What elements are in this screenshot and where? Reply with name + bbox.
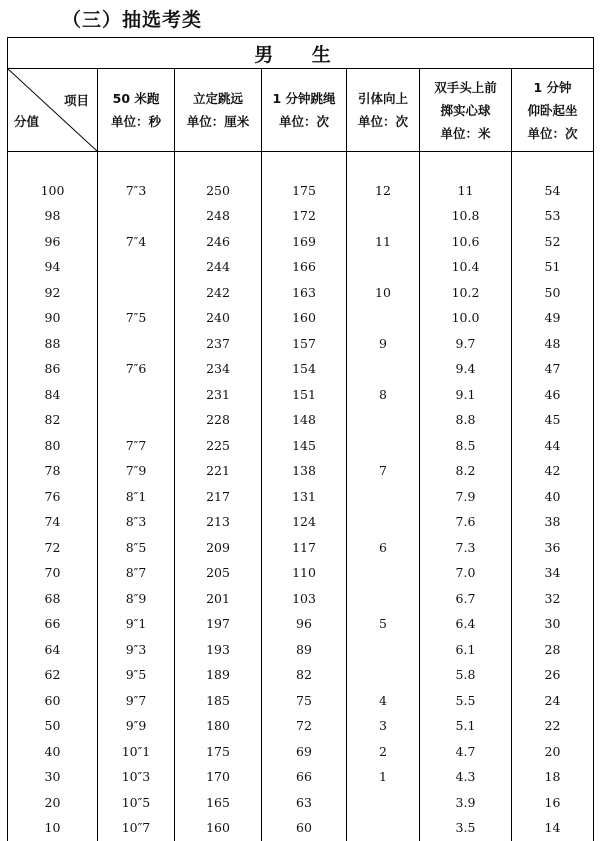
cell-pull-ups (347, 815, 420, 841)
cell-medicine-ball: 6.4 (420, 611, 512, 637)
table-row (8, 254, 594, 280)
column-header-unit: 单位：次 (278, 114, 329, 129)
cell-standing-jump: 231 (175, 382, 262, 408)
cell-score: 62 (8, 662, 98, 688)
cell-sit-ups: 49 (512, 305, 594, 331)
cell-50m-run: 9″5 (98, 662, 175, 688)
cell-pull-ups (347, 407, 420, 433)
cell-score: 20 (8, 790, 98, 816)
cell-sit-ups: 46 (512, 382, 594, 408)
cell-standing-jump: 240 (175, 305, 262, 331)
cell-score: 60 (8, 688, 98, 714)
column-header-line: 立定跳远 (192, 91, 243, 106)
table-row (8, 407, 594, 433)
cell-sit-ups: 26 (512, 662, 594, 688)
spacer-cell (347, 152, 420, 178)
cell-medicine-ball: 10.4 (420, 254, 512, 280)
cell-standing-jump: 201 (175, 586, 262, 612)
cell-50m-run: 8″5 (98, 535, 175, 561)
cell-medicine-ball: 5.1 (420, 713, 512, 739)
cell-50m-run: 9″1 (98, 611, 175, 637)
table-row (8, 713, 594, 739)
cell-medicine-ball: 6.7 (420, 586, 512, 612)
cell-standing-jump: 234 (175, 356, 262, 382)
cell-medicine-ball: 10.6 (420, 229, 512, 255)
cell-rope-skipping: 163 (262, 280, 347, 306)
cell-50m-run: 7″6 (98, 356, 175, 382)
cell-medicine-ball: 10.8 (420, 203, 512, 229)
spacer-cell (8, 152, 98, 178)
table-row (8, 458, 594, 484)
cell-pull-ups (347, 433, 420, 459)
cell-rope-skipping: 117 (262, 535, 347, 561)
cell-standing-jump: 165 (175, 790, 262, 816)
cell-score: 86 (8, 356, 98, 382)
cell-sit-ups: 54 (512, 178, 594, 204)
cell-rope-skipping: 151 (262, 382, 347, 408)
column-header-medicine-ball (420, 69, 512, 152)
cell-standing-jump: 246 (175, 229, 262, 255)
cell-50m-run: 7″7 (98, 433, 175, 459)
table-row (8, 739, 594, 765)
cell-50m-run: 10″5 (98, 790, 175, 816)
cell-medicine-ball: 7.9 (420, 484, 512, 510)
cell-standing-jump: 205 (175, 560, 262, 586)
cell-pull-ups (347, 586, 420, 612)
cell-50m-run (98, 331, 175, 357)
cell-rope-skipping: 60 (262, 815, 347, 841)
cell-standing-jump: 225 (175, 433, 262, 459)
cell-rope-skipping: 96 (262, 611, 347, 637)
section-title: （三）抽选考类 (62, 9, 203, 31)
table-spacer-row (8, 152, 594, 178)
table-body (8, 152, 594, 841)
cell-standing-jump: 221 (175, 458, 262, 484)
spacer-cell (262, 152, 347, 178)
column-header-rope-skipping (262, 69, 347, 152)
cell-sit-ups: 45 (512, 407, 594, 433)
cell-rope-skipping: 145 (262, 433, 347, 459)
cell-score: 96 (8, 229, 98, 255)
score-standards-table (7, 37, 594, 841)
spacer-cell (175, 152, 262, 178)
column-header-line: 掷实心球 (440, 102, 491, 118)
column-header-line: 引体向上 (357, 91, 408, 106)
cell-score: 74 (8, 509, 98, 535)
table-row (8, 790, 594, 816)
cell-standing-jump: 180 (175, 713, 262, 739)
cell-score: 76 (8, 484, 98, 510)
cell-medicine-ball: 9.7 (420, 331, 512, 357)
corner-header-cell (8, 69, 98, 152)
cell-sit-ups: 28 (512, 637, 594, 663)
cell-50m-run: 8″7 (98, 560, 175, 586)
column-header-standing-jump (175, 69, 262, 152)
cell-pull-ups: 2 (347, 739, 420, 765)
cell-score: 64 (8, 637, 98, 663)
cell-medicine-ball: 3.5 (420, 815, 512, 841)
cell-rope-skipping: 154 (262, 356, 347, 382)
cell-rope-skipping: 110 (262, 560, 347, 586)
column-header-line: 1 分钟跳绳 (272, 91, 336, 106)
column-header-line: 50 米跑 (112, 91, 160, 106)
cell-score: 10 (8, 815, 98, 841)
cell-standing-jump: 213 (175, 509, 262, 535)
cell-pull-ups: 4 (347, 688, 420, 714)
cell-standing-jump: 244 (175, 254, 262, 280)
cell-standing-jump: 228 (175, 407, 262, 433)
cell-sit-ups: 44 (512, 433, 594, 459)
cell-rope-skipping: 69 (262, 739, 347, 765)
column-header-line: 仰卧起坐 (527, 102, 578, 118)
cell-score: 100 (8, 178, 98, 204)
cell-medicine-ball: 9.4 (420, 356, 512, 382)
cell-score: 80 (8, 433, 98, 459)
cell-medicine-ball: 3.9 (420, 790, 512, 816)
cell-rope-skipping: 124 (262, 509, 347, 535)
cell-standing-jump: 217 (175, 484, 262, 510)
cell-score: 98 (8, 203, 98, 229)
column-header-unit: 单位：秒 (110, 114, 161, 129)
cell-rope-skipping: 160 (262, 305, 347, 331)
cell-sit-ups: 14 (512, 815, 594, 841)
table-row (8, 586, 594, 612)
table-row (8, 560, 594, 586)
corner-score-label: 分值 (14, 114, 40, 129)
cell-score: 66 (8, 611, 98, 637)
cell-standing-jump: 237 (175, 331, 262, 357)
cell-50m-run: 8″1 (98, 484, 175, 510)
cell-rope-skipping: 89 (262, 637, 347, 663)
cell-sit-ups: 42 (512, 458, 594, 484)
cell-medicine-ball: 8.5 (420, 433, 512, 459)
cell-pull-ups: 8 (347, 382, 420, 408)
cell-medicine-ball: 5.8 (420, 662, 512, 688)
cell-rope-skipping: 169 (262, 229, 347, 255)
table-row (8, 637, 594, 663)
column-header-50m-run (98, 69, 175, 152)
cell-medicine-ball: 8.8 (420, 407, 512, 433)
cell-pull-ups: 12 (347, 178, 420, 204)
cell-pull-ups: 6 (347, 535, 420, 561)
cell-50m-run (98, 254, 175, 280)
table-row (8, 433, 594, 459)
table-row (8, 305, 594, 331)
cell-pull-ups (347, 484, 420, 510)
cell-score: 70 (8, 560, 98, 586)
cell-standing-jump: 197 (175, 611, 262, 637)
cell-medicine-ball: 7.3 (420, 535, 512, 561)
cell-rope-skipping: 66 (262, 764, 347, 790)
cell-standing-jump: 175 (175, 739, 262, 765)
cell-rope-skipping: 172 (262, 203, 347, 229)
cell-pull-ups: 11 (347, 229, 420, 255)
cell-rope-skipping: 138 (262, 458, 347, 484)
cell-medicine-ball: 4.3 (420, 764, 512, 790)
column-header-sit-ups (512, 69, 594, 152)
cell-standing-jump: 185 (175, 688, 262, 714)
cell-50m-run: 7″9 (98, 458, 175, 484)
cell-rope-skipping: 131 (262, 484, 347, 510)
spacer-cell (98, 152, 175, 178)
cell-50m-run: 8″9 (98, 586, 175, 612)
cell-rope-skipping: 103 (262, 586, 347, 612)
cell-sit-ups: 32 (512, 586, 594, 612)
table-row (8, 688, 594, 714)
cell-standing-jump: 170 (175, 764, 262, 790)
cell-50m-run: 10″7 (98, 815, 175, 841)
table-row (8, 229, 594, 255)
table-row (8, 509, 594, 535)
cell-50m-run: 7″4 (98, 229, 175, 255)
cell-standing-jump: 160 (175, 815, 262, 841)
cell-medicine-ball: 7.0 (420, 560, 512, 586)
cell-pull-ups: 10 (347, 280, 420, 306)
cell-50m-run (98, 407, 175, 433)
cell-pull-ups (347, 637, 420, 663)
cell-score: 30 (8, 764, 98, 790)
cell-sit-ups: 18 (512, 764, 594, 790)
cell-sit-ups: 50 (512, 280, 594, 306)
cell-50m-run: 9″3 (98, 637, 175, 663)
cell-sit-ups: 40 (512, 484, 594, 510)
cell-score: 72 (8, 535, 98, 561)
column-header-unit: 单位：厘米 (186, 114, 250, 129)
corner-item-label: 项目 (63, 93, 89, 108)
cell-pull-ups (347, 790, 420, 816)
table-row (8, 203, 594, 229)
cell-medicine-ball: 9.1 (420, 382, 512, 408)
cell-medicine-ball: 11 (420, 178, 512, 204)
cell-standing-jump: 242 (175, 280, 262, 306)
spacer-cell (420, 152, 512, 178)
cell-pull-ups: 9 (347, 331, 420, 357)
cell-medicine-ball: 5.5 (420, 688, 512, 714)
cell-score: 50 (8, 713, 98, 739)
cell-50m-run (98, 382, 175, 408)
cell-pull-ups: 5 (347, 611, 420, 637)
table-row (8, 382, 594, 408)
column-header-pull-ups (347, 69, 420, 152)
cell-rope-skipping: 175 (262, 178, 347, 204)
table-row (8, 764, 594, 790)
cell-pull-ups (347, 560, 420, 586)
cell-50m-run (98, 203, 175, 229)
cell-pull-ups (347, 662, 420, 688)
cell-sit-ups: 22 (512, 713, 594, 739)
cell-standing-jump: 248 (175, 203, 262, 229)
cell-medicine-ball: 6.1 (420, 637, 512, 663)
cell-score: 78 (8, 458, 98, 484)
cell-score: 94 (8, 254, 98, 280)
cell-sit-ups: 20 (512, 739, 594, 765)
cell-score: 82 (8, 407, 98, 433)
cell-sit-ups: 51 (512, 254, 594, 280)
cell-50m-run: 7″5 (98, 305, 175, 331)
cell-sit-ups: 16 (512, 790, 594, 816)
cell-pull-ups (347, 203, 420, 229)
cell-50m-run: 9″7 (98, 688, 175, 714)
table-row (8, 815, 594, 841)
cell-50m-run: 8″3 (98, 509, 175, 535)
cell-pull-ups (347, 356, 420, 382)
table-row (8, 484, 594, 510)
table-row (8, 280, 594, 306)
cell-pull-ups (347, 254, 420, 280)
table-row (8, 331, 594, 357)
cell-sit-ups: 36 (512, 535, 594, 561)
column-header-unit: 单位：米 (440, 125, 491, 141)
cell-standing-jump: 250 (175, 178, 262, 204)
cell-sit-ups: 34 (512, 560, 594, 586)
gender-heading: 男 生 (8, 38, 594, 69)
cell-score: 90 (8, 305, 98, 331)
cell-sit-ups: 52 (512, 229, 594, 255)
cell-medicine-ball: 10.2 (420, 280, 512, 306)
table-row (8, 611, 594, 637)
cell-pull-ups: 7 (347, 458, 420, 484)
cell-rope-skipping: 72 (262, 713, 347, 739)
cell-medicine-ball: 4.7 (420, 739, 512, 765)
cell-score: 88 (8, 331, 98, 357)
cell-rope-skipping: 63 (262, 790, 347, 816)
cell-sit-ups: 53 (512, 203, 594, 229)
cell-50m-run: 10″1 (98, 739, 175, 765)
column-header-line: 双手头上前 (434, 79, 497, 95)
cell-pull-ups (347, 509, 420, 535)
table-row (8, 178, 594, 204)
cell-standing-jump: 209 (175, 535, 262, 561)
table-row (8, 662, 594, 688)
cell-rope-skipping: 157 (262, 331, 347, 357)
cell-rope-skipping: 75 (262, 688, 347, 714)
cell-50m-run: 7″3 (98, 178, 175, 204)
column-header-unit: 单位：次 (357, 114, 408, 129)
cell-score: 68 (8, 586, 98, 612)
cell-score: 84 (8, 382, 98, 408)
table-row (8, 356, 594, 382)
cell-50m-run: 9″9 (98, 713, 175, 739)
cell-pull-ups (347, 305, 420, 331)
cell-medicine-ball: 8.2 (420, 458, 512, 484)
cell-sit-ups: 30 (512, 611, 594, 637)
column-header-unit: 单位：次 (527, 125, 578, 141)
cell-standing-jump: 193 (175, 637, 262, 663)
cell-sit-ups: 47 (512, 356, 594, 382)
cell-pull-ups: 1 (347, 764, 420, 790)
cell-medicine-ball: 7.6 (420, 509, 512, 535)
cell-rope-skipping: 82 (262, 662, 347, 688)
cell-rope-skipping: 166 (262, 254, 347, 280)
cell-rope-skipping: 148 (262, 407, 347, 433)
cell-sit-ups: 24 (512, 688, 594, 714)
cell-50m-run: 10″3 (98, 764, 175, 790)
table-row (8, 535, 594, 561)
cell-score: 92 (8, 280, 98, 306)
cell-score: 40 (8, 739, 98, 765)
cell-50m-run (98, 280, 175, 306)
spacer-cell (512, 152, 594, 178)
cell-pull-ups: 3 (347, 713, 420, 739)
cell-sit-ups: 48 (512, 331, 594, 357)
cell-sit-ups: 38 (512, 509, 594, 535)
cell-standing-jump: 189 (175, 662, 262, 688)
column-header-line: 1 分钟 (533, 79, 572, 95)
cell-medicine-ball: 10.0 (420, 305, 512, 331)
